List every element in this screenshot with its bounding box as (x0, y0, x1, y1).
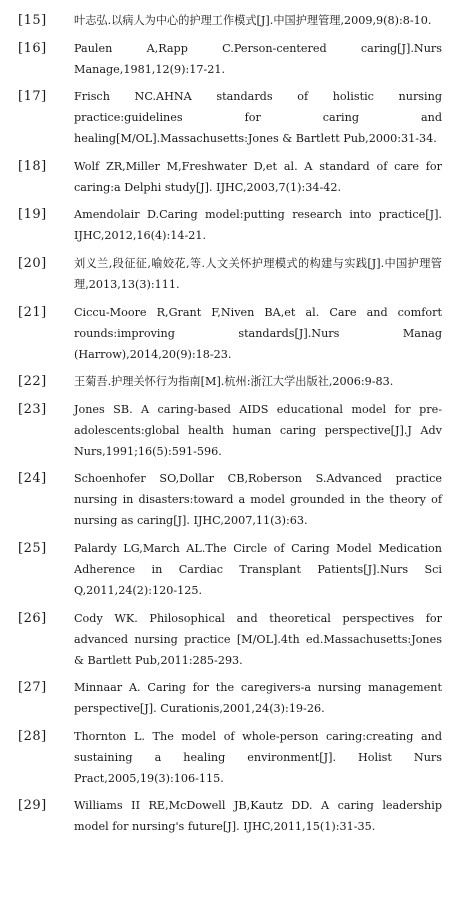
reference-text: Thornton L. The model of whole-person caring:creating and sustaining a healing environment[J]. Holist Nurs Pract,2005,19(3):106-115. (74, 729, 442, 785)
reference-text: 叶志弘.以病人为中心的护理工作模式[J].中国护理管理,2009,9(8):8-10. (74, 14, 432, 27)
reference-item (18, 156, 442, 198)
reference-item (18, 371, 442, 392)
reference-item (18, 538, 442, 601)
reference-number: [29] (18, 798, 47, 814)
reference-item (18, 726, 442, 789)
reference-item (18, 86, 442, 149)
reference-number: [24] (18, 471, 47, 487)
reference-number: [19] (18, 207, 47, 223)
reference-item (18, 253, 442, 295)
reference-number: [20] (18, 255, 47, 271)
reference-item (18, 608, 442, 671)
reference-text: Williams II RE,McDowell JB,Kautz DD. A caring leadership model for nursing's future[J]. IJHC,2011,15(1):31-35. (74, 799, 442, 834)
reference-number: [22] (18, 374, 47, 390)
reference-number: [15] (18, 13, 47, 28)
reference-item (18, 302, 442, 365)
reference-text: Schoenhofer SO,Dollar CB,Roberson S.Advanced practice nursing in disasters:toward a model grounded in the theory of nursing as caring[J]. IJHC,2007,11(3):63. (74, 472, 442, 528)
reference-text: Minnaar A. Caring for the caregivers-a nursing management perspective[J]. Curationis,2001,24(3):19-26. (74, 681, 442, 716)
reference-text: Frisch NC.AHNA standards of holistic nursing practice:guidelines for caring and healing[M/OL].Massachusetts:Jones & Bartlett Pub,2000:31-34. (74, 90, 442, 146)
reference-text: Cody WK. Philosophical and theoretical perspectives for advanced nursing practice [M/OL].4th ed.Massachusetts:Jones & Bartlett Pub,2011:285-293. (74, 611, 442, 667)
reference-text: 王菊吾.护理关怀行为指南[M].杭州:浙江大学出版社,2006:9-83. (74, 375, 394, 389)
reference-item (18, 677, 442, 719)
reference-item (18, 10, 442, 31)
reference-number: [17] (18, 89, 47, 105)
reference-item (18, 399, 442, 462)
reference-item (18, 204, 442, 246)
reference-item (18, 38, 442, 80)
reference-number: [16] (18, 40, 47, 56)
reference-text: Ciccu-Moore R,Grant F,Niven BA,et al. Care and comfort rounds:improving standards[J].Nurs Manag (Harrow),2014,20(9):18-23. (74, 305, 442, 361)
reference-number: [23] (18, 401, 47, 417)
reference-number: [25] (18, 540, 47, 556)
reference-text: Paulen A,Rapp C.Person-centered caring[J].Nurs Manage,1981,12(9):17-21. (74, 41, 442, 76)
reference-list (18, 10, 442, 844)
reference-text: 刘义兰,段征征,喻姣花,等.人文关怀护理模式的构建与实践[J].中国护理管理,2013,13(3):111. (74, 256, 442, 291)
reference-number: [18] (18, 158, 47, 174)
reference-number: [28] (18, 728, 47, 744)
reference-number: [21] (18, 304, 47, 320)
reference-number: [26] (18, 610, 47, 626)
reference-number: [27] (18, 680, 47, 696)
reference-item (18, 795, 442, 837)
reference-text: Jones SB. A caring-based AIDS educational model for pre-adolescents:global health human caring perspective[J].J Adv Nurs,1991;16(5):591-596. (74, 402, 442, 458)
reference-item (18, 468, 442, 531)
reference-text: Wolf ZR,Miller M,Freshwater D,et al. A standard of care for caring:a Delphi study[J]. IJHC,2003,7(1):34-42. (74, 159, 442, 194)
reference-text: Amendolair D.Caring model:putting research into practice[J]. IJHC,2012,16(4):14-21. (74, 208, 442, 243)
reference-text: Palardy LG,March AL.The Circle of Caring Model Medication Adherence in Cardiac Transplant Patients[J].Nurs Sci Q,2011,24(2):120-125. (74, 541, 442, 597)
